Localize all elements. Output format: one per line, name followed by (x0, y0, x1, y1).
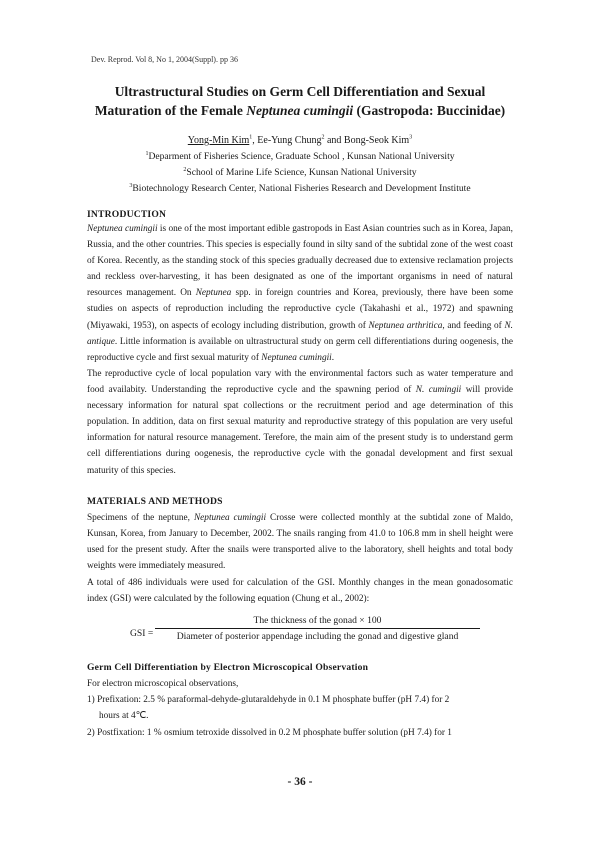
species-name: Neptunea cumingii (87, 224, 158, 234)
methods-paragraph-2: A total of 486 individuals were used for calculation of the GSI. Monthly changes in the mean gonadosomatic index (GSI) were calculated by the following equation (Chung et al., 2002): (87, 578, 513, 605)
title-line-2 (60, 101, 540, 120)
text-run: spp. in foreign countries and Korea, previously, there have been some studies on aspects of reproduction including the reproductive cycle (Takahashi et al., 1972) and spawning (Miyawaki, 1953), on aspects of ecology including distribution, growth of (87, 288, 513, 331)
author-1-sup: 1 (249, 134, 253, 141)
affiliation-1-sup: 1 (145, 150, 149, 157)
methods-paragraph-1 (87, 510, 513, 574)
method-item-2: 2) Postfixation: 1 % osmium tetroxide dissolved in 0.2 M phosphate buffer solution (pH 7.4) for 1 (87, 728, 452, 738)
affiliation-1 (60, 151, 540, 162)
equation-numerator: The thickness of the gonad × 100 (253, 615, 382, 626)
text-run: Crosse were collected monthly at the subtidal zone of Maldo, Kunsan, Korea, from January to December, 2002. The snails ranging from 41.0 to 106.8 mm in shell height were used for the present study. After the snails were transported alive to the laboratory, shell heights and total body weights were immediately measured. (87, 513, 513, 572)
method-item-1: 1) Prefixation: 2.5 % paraformal-dehyde-glutaraldehyde in 0.1 M phosphate buffer (pH 7.4) for 2 (87, 695, 450, 705)
title-line-1: Ultrastructural Studies on Germ Cell Differentiation and Sexual (114, 84, 486, 99)
equation-label: GSI = (130, 628, 154, 639)
text-run: . (331, 352, 335, 363)
affiliation-3-text: Biotechnology Research Center, National Fisheries Research and Development Institute (132, 183, 471, 194)
author-1: Yong-Min Kim (187, 135, 250, 146)
species-name: Neptunea arthritica (368, 320, 443, 331)
species-name: Neptunea cumingii (193, 513, 267, 523)
author-2: , Ee-Yung Chung (252, 135, 322, 146)
em-section-heading: Germ Cell Differentiation by Electron Microscopical Observation (87, 662, 369, 673)
affiliation-1-text: Deparment of Fisheries Science, Graduate School , Kunsan National University (148, 151, 455, 162)
journal-reference: Dev. Reprod. Vol 8, No 1, 2004(Suppl). pp 36 (91, 55, 238, 64)
text-run: The reproductive cycle of local population vary with the environmental factors such as water temperature and food availabity. Understanding the reproductive cycle and the spawning period of (87, 369, 513, 396)
affiliation-2-sup: 2 (183, 166, 187, 173)
text-run: Specimens of the neptune, (87, 513, 194, 523)
introduction-paragraph-1 (87, 221, 513, 366)
affiliation-2 (60, 167, 540, 178)
species-name: N. antique (87, 320, 513, 347)
method-item-1-continued: hours at 4℃. (99, 711, 149, 721)
genus-name: Neptunea (195, 288, 232, 299)
author-2-sup: 2 (321, 134, 325, 141)
page-number: - 36 - (287, 776, 313, 788)
species-name: N. cumingii (415, 385, 462, 396)
text-run: is one of the most important edible gastropods in East Asian countries such as in Korea, Japan, Russia, and the other countries. This species is especially found in silty sand of the subtidal zone of the west coast of Korea. Recently, as the standing stock of this species gradually decreased due to extensive reclamation projects and reckless over-harvesting, it has been designated as one of the important organisms in need of natural resources management. On (87, 224, 513, 299)
affiliation-2-text: School of Marine Life Science, Kunsan National University (186, 167, 417, 178)
author-3-sup: 3 (409, 134, 413, 141)
author-list (60, 133, 540, 149)
affiliation-3 (60, 183, 540, 194)
text-run: . Little information is available on ultrastructural study on germ cell differentiations during oogenesis, the reproductive cycle and first sexual maturity of (87, 336, 513, 363)
introduction-paragraph-2 (87, 366, 513, 479)
paper-title (60, 82, 540, 120)
fraction-bar (155, 628, 480, 629)
em-section-intro: For electron microscopical observations, (87, 679, 239, 689)
methods-heading: MATERIALS AND METHODS (87, 496, 223, 507)
author-3: and Bong-Seok Kim (324, 135, 410, 146)
title-line-2-post: (Gastropoda: Buccinidae) (353, 103, 506, 118)
affiliation-3-sup: 3 (129, 182, 133, 189)
text-run: , and feeding of (442, 320, 505, 331)
title-line-2-pre: Maturation of the Female (94, 103, 247, 118)
introduction-heading: INTRODUCTION (87, 209, 167, 220)
title-species: Neptunea cumingii (246, 103, 354, 118)
text-run: will provide necessary information for natural spat collections or the recruitment period and age determination of this population. In addition, data on first sexual maturity and reproductive strategy of this population are very useful information for natural resource management. Terefore, the main aim of the present study is to understand germ cell differentiations during oogenesis, the reproductive cycle with the gonadal development and first sexual maturity of this species. (87, 385, 513, 476)
species-name: Neptunea cumingii (261, 352, 332, 363)
equation-denominator: Diameter of posterior appendage including the gonad and digestive gland (176, 631, 459, 642)
